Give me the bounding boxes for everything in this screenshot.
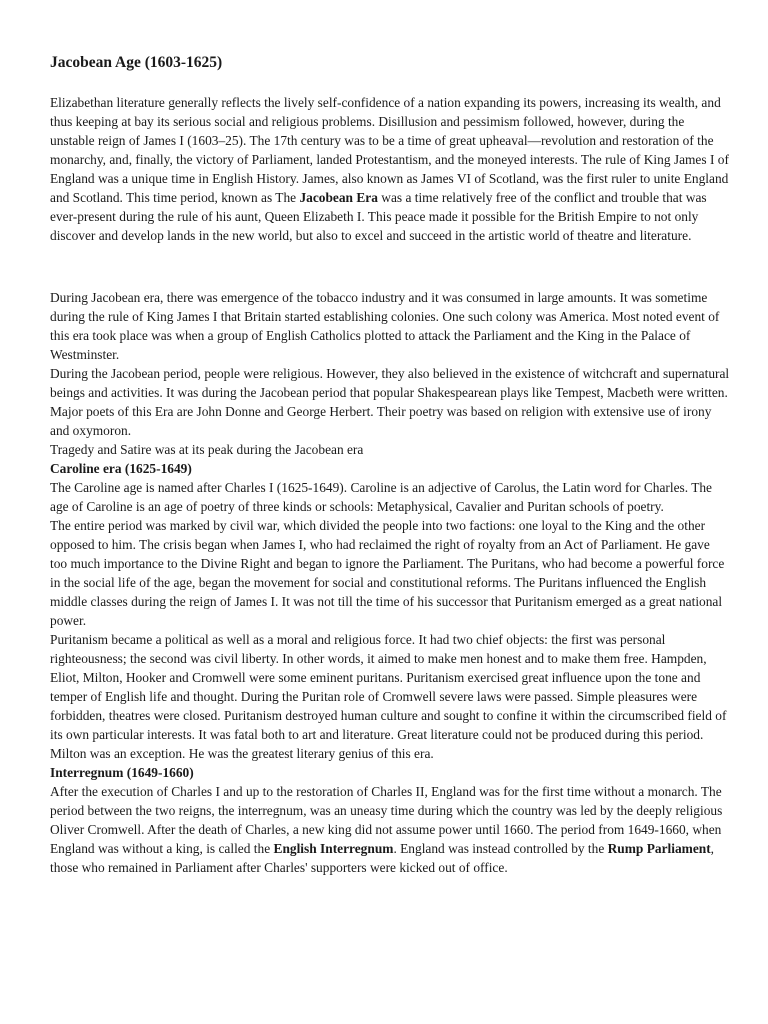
paragraph-tragedy-satire: Tragedy and Satire was at its peak during the Jacobean era	[50, 442, 364, 457]
heading-interregnum: Interregnum (1649-1660)	[50, 765, 194, 780]
bold-term-english-interregnum: English Interregnum	[273, 841, 394, 856]
paragraph-civil-war: The entire period was marked by civil war, which divided the people into two factions: one loyal to the King and the other opposed to him. The crisis began when James I, who had reclaimed the right of royalty from an Act of Parliament. He gave too much importance to the Divine Right and began to ignore the Parliament. The Puritans, who had become a powerful force in the social life of the age, began the movement for social and constitutional reforms. The Puritans influenced the English middle classes during the reign of James I. It was not till the time of his successor that Puritanism emerged as a great national power.	[50, 518, 725, 628]
text-run: was a time relatively free of the conflict and trouble that was ever-present during the rule of his aunt, Queen Elizabeth I. This peace made it possible for the British Empire to not only discover and develop lands in the new world, but also to excel and succeed in the artistic world of theatre and literature.	[50, 190, 707, 243]
text-run: After the execution of Charles I and up to the restoration of Charles II, England was for the first time without a monarch. The period between the two reigns, the interregnum, was an uneasy time during which the country was led by the deeply religious Oliver Cromwell. After the death of Charles, a new king did not assume power until 1660. The period from 1649-1660, when England was without a king, is called the	[50, 784, 723, 856]
bold-term-rump-parliament: Rump Parliament	[607, 841, 711, 856]
bold-term-jacobean-era: Jacobean Era	[299, 190, 378, 205]
paragraph-caroline-age: The Caroline age is named after Charles I (1625-1649). Caroline is an adjective of Carolus, the Latin word for Charles. The age of Caroline is an age of poetry of three kinds or schools: Metaphysical, Cavalier and Puritan schools of poetry.	[50, 480, 713, 514]
heading-caroline-era: Caroline era (1625-1649)	[50, 461, 192, 476]
text-run: . England was instead controlled by the	[393, 841, 608, 856]
paragraph-interregnum	[50, 782, 730, 877]
paragraph-elizabethan-literature	[50, 93, 730, 245]
paragraph-puritanism: Puritanism became a political as well as a moral and religious force. It had two chief objects: the first was personal righteousness; the second was civil liberty. In other words, it aimed to make men honest and to make them free. Hampden, Eliot, Milton, Hooker and Cromwell were some eminent puritans. Puritanism exercised great influence upon the tone and temper of English life and thought. During the Puritan role of Cromwell severe laws were passed. Simple pleasures were forbidden, theatres were closed. Puritanism destroyed human culture and sought to confine it within the circumscribed field of its own particular interests. It was fatal both to art and literature. Great literature could not be produced during this period. Milton was an exception. He was the greatest literary genius of this era.	[50, 632, 727, 761]
document-title: Jacobean Age (1603-1625)	[50, 54, 223, 71]
document-body	[50, 288, 730, 877]
text-run: Elizabethan literature generally reflects the lively self-confidence of a nation expanding its powers, increasing its wealth, and thus keeping at bay its serious social and religious problems. Disillusion and pessimism followed, however, during the unstable reign of James I (1603–25). The 17th century was to be a time of great upheaval—revolution and restoration of the monarchy, and, finally, the victory of Parliament, landed Protestantism, and the moneyed interests. The rule of King James I of England was a unique time in English History. James, also known as James VI of Scotland, was the first ruler to unite England and Scotland. This time period, known as The	[50, 95, 729, 205]
text-run: , those who remained in Parliament after Charles' supporters were kicked out of office.	[50, 841, 715, 875]
paragraph-tobacco-colonies: During Jacobean era, there was emergence of the tobacco industry and it was consumed in large amounts. It was sometime during the rule of King James I that Britain started establishing colonies. One such colony was America. Most noted event of this era took place was when a group of English Catholics plotted to attack the Parliament and the King in the Palace of Westminster.	[50, 290, 720, 362]
paragraph-religion-witchcraft: During the Jacobean period, people were religious. However, they also believed in the existence of witchcraft and supernatural beings and activities. It was during the Jacobean period that popular Shakespearean plays like Tempest, Macbeth were written. Major poets of this Era are John Donne and George Herbert. Their poetry was based on religion with extensive use of irony and oxymoron.	[50, 366, 730, 438]
